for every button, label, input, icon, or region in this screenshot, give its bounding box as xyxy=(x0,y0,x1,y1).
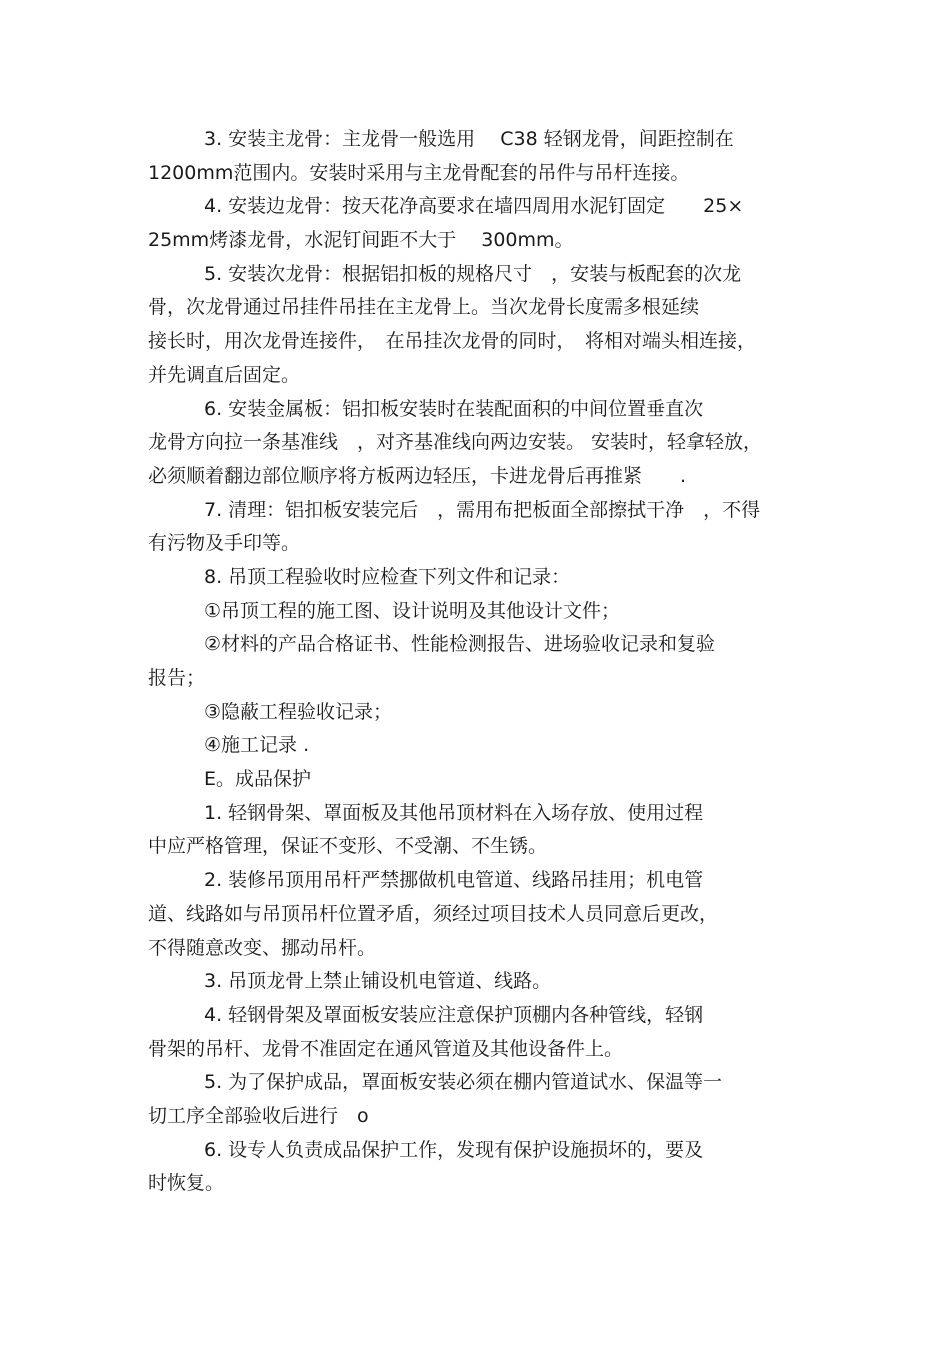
text-line: 1200mm范围内。安装时采用与主龙骨配套的吊件与吊杆连接。 xyxy=(148,161,690,184)
document-body xyxy=(148,123,808,1201)
text-line: 并先调直后固定。 xyxy=(148,363,301,386)
text-line: 6. 安装金属板：铝扣板安装时在装配面积的中间位置垂直次 xyxy=(204,397,704,420)
text-line: ③隐蔽工程验收记录； xyxy=(204,700,393,723)
text-line: 5. 为了保护成品，罩面板安装必须在棚内管道试水、保温等一 xyxy=(204,1071,723,1094)
text-line: 3. 吊顶龙骨上禁止铺设机电管道、线路。 xyxy=(204,970,552,993)
text-line: 7. 清理：铝扣板安装完后 ，需用布把板面全部擦拭干净 ，不得 xyxy=(204,498,761,521)
text-line: 不得随意改变、挪动吊杆。 xyxy=(148,936,377,959)
text-line: 中应严格管理，保证不变形、不受潮、不生锈。 xyxy=(148,835,548,858)
text-line: 4. 轻钢骨架及罩面板安装应注意保护顶棚内各种管线，轻钢 xyxy=(204,1003,704,1026)
text-line: ②材料的产品合格证书、性能检测报告、进场验收记录和复验 xyxy=(204,633,716,656)
text-line: 切工序全部验收后进行 o xyxy=(148,1104,369,1127)
text-line: 8. 吊顶工程验收时应检查下列文件和记录： xyxy=(204,565,571,588)
text-line: 必须顺着翻边部位顺序将方板两边轻压，卡进龙骨后再推紧 . xyxy=(148,464,687,487)
text-line: 5. 安装次龙骨：根据铝扣板的规格尺寸 ，安装与板配套的次龙 xyxy=(204,262,742,285)
text-line: 龙骨方向拉一条基准线 ，对齐基准线向两边安装。 安装时，轻拿轻放， xyxy=(148,431,763,454)
text-line: 骨，次龙骨通过吊挂件吊挂在主龙骨上。当次龙骨长度需多根延续 xyxy=(148,296,700,319)
text-line: 接长时，用次龙骨连接件， 在吊挂次龙骨的同时， 将相对端头相连接， xyxy=(148,330,757,353)
text-line: 骨架的吊杆、龙骨不准固定在通风管道及其他设备件上。 xyxy=(148,1037,624,1060)
text-line: 报告； xyxy=(148,667,206,689)
text-line: ④施工记录 . xyxy=(204,734,310,757)
text-line: 4. 安装边龙骨：按天花净高要求在墙四周用水泥钉固定 25× xyxy=(204,195,744,218)
text-line: ①吊顶工程的施工图、设计说明及其他设计文件； xyxy=(204,599,621,622)
text-line: 2. 装修吊顶用吊杆严禁挪做机电管道、线路吊挂用；机电管 xyxy=(204,869,704,892)
text-line: 6. 设专人负责成品保护工作，发现有保护设施损坏的，要及 xyxy=(204,1138,704,1161)
text-line: 时恢复。 xyxy=(148,1172,225,1195)
text-line: 1. 轻钢骨架、罩面板及其他吊顶材料在入场存放、使用过程 xyxy=(204,801,704,824)
text-line: 3. 安装主龙骨：主龙骨一般选用 C38 轻钢龙骨，间距控制在 xyxy=(204,128,734,150)
text-line: 道、线路如与吊顶吊杆位置矛盾，须经过项目技术人员同意后更改， xyxy=(148,902,719,925)
text-line: 有污物及手印等。 xyxy=(148,532,301,555)
text-line: 25mm烤漆龙骨，水泥钉间距不大于 300mm。 xyxy=(148,229,574,252)
text-line: E。成品保护 xyxy=(204,768,312,791)
